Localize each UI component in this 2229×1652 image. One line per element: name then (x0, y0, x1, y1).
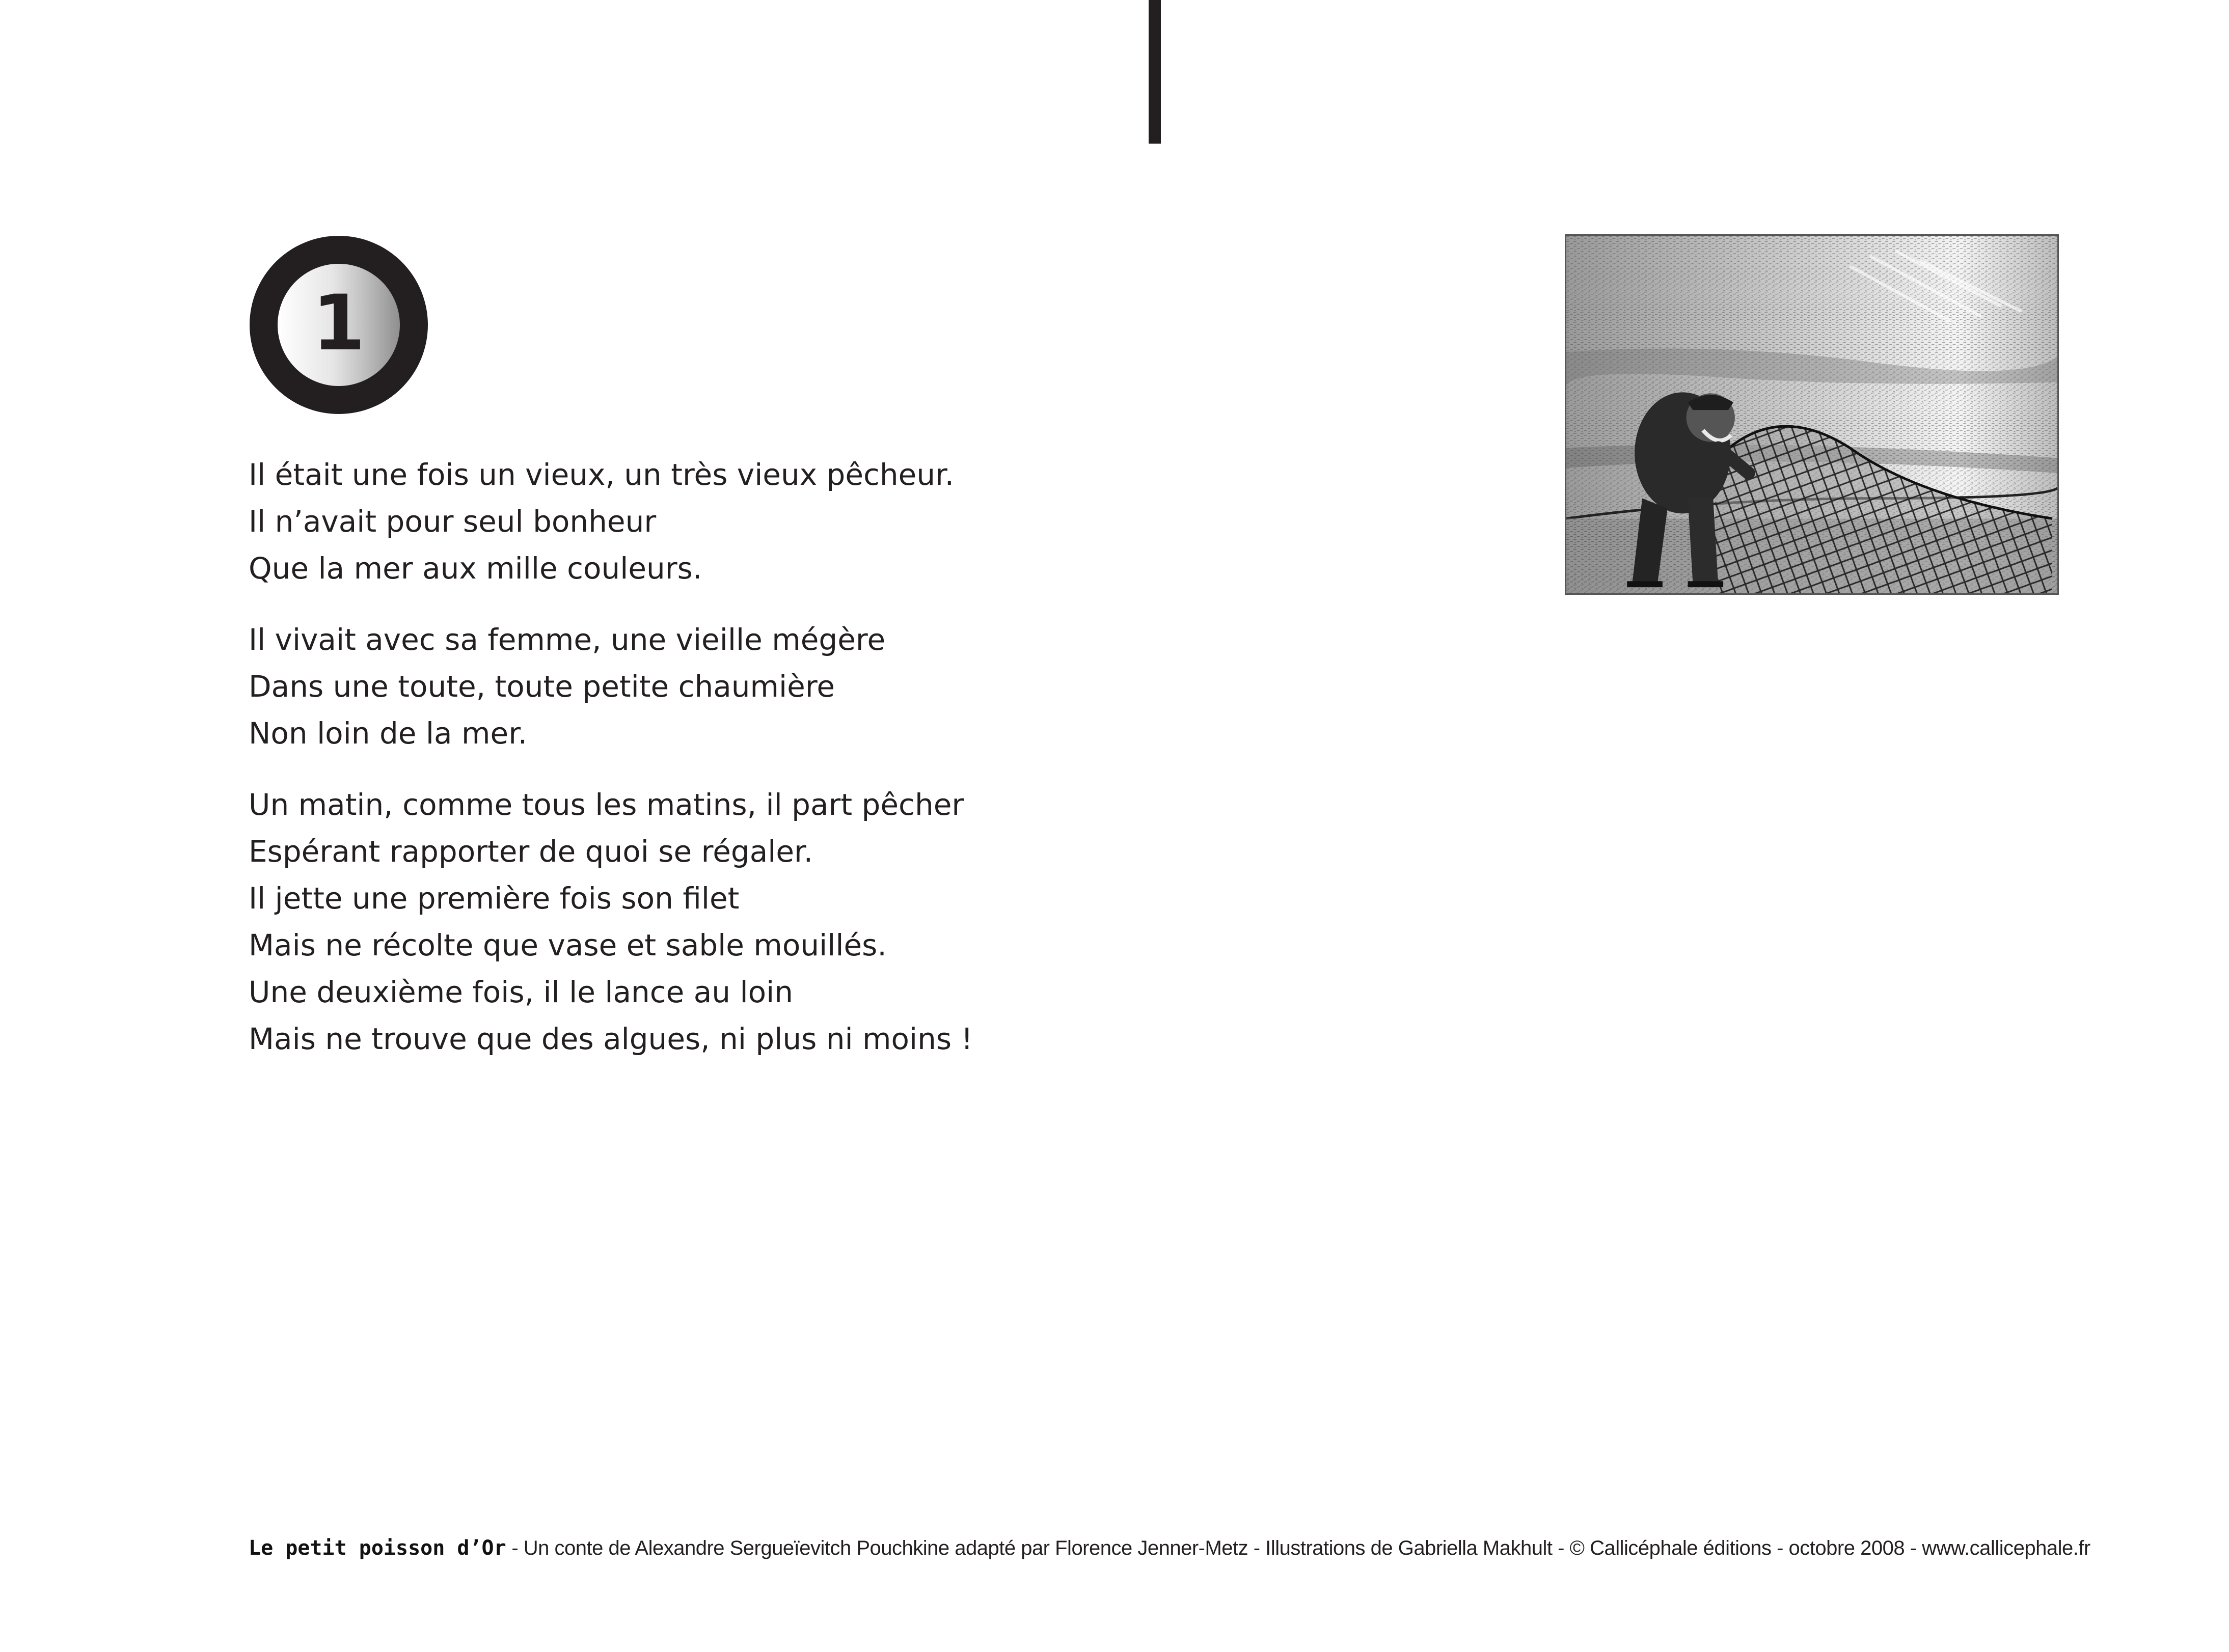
stanza-3 (249, 781, 1216, 1062)
story-line: Une deuxième fois, il le lance au loin (249, 975, 793, 1009)
story-line: Il n’avait pour seul bonheur (249, 504, 657, 539)
story-line: Il était une fois un vieux, un très vieux pêcheur. (249, 457, 955, 492)
story-line: Il jette une première fois son filet (249, 881, 740, 916)
story-line: Mais ne trouve que des algues, ni plus ni moins ! (249, 1022, 973, 1056)
fisherman-illustration (1565, 234, 2059, 595)
chapter-badge-inner (278, 264, 400, 386)
story-text (249, 451, 1216, 1087)
story-line: Espérant rapporter de quoi se régaler. (249, 834, 813, 869)
story-line: Dans une toute, toute petite chaumière (249, 669, 835, 704)
old-fisherman-with-net-icon (1566, 236, 2057, 593)
footer-credits: - Un conte de Alexandre Sergueïevitch Pouchkine adapté par Florence Jenner-Metz - Illustrations de Gabriella Makhult - © Callicéphale éditions - octobre 2008 - www.callicephale.fr (506, 1537, 2090, 1559)
stanza-2 (249, 616, 1216, 757)
chapter-number-badge (250, 236, 428, 414)
chapter-number: 1 (312, 279, 366, 368)
stanza-1 (249, 451, 1216, 592)
story-line: Un matin, comme tous les matins, il part pêcher (249, 787, 964, 822)
top-margin-mark (1149, 0, 1161, 144)
story-line: Mais ne récolte que vase et sable mouillés. (249, 928, 887, 962)
story-line: Que la mer aux mille couleurs. (249, 551, 702, 586)
book-title: Le petit poisson d’Or (249, 1536, 506, 1560)
story-line: Il vivait avec sa femme, une vieille mégère (249, 622, 886, 657)
story-line: Non loin de la mer. (249, 716, 528, 751)
page-footer (249, 1534, 2090, 1562)
